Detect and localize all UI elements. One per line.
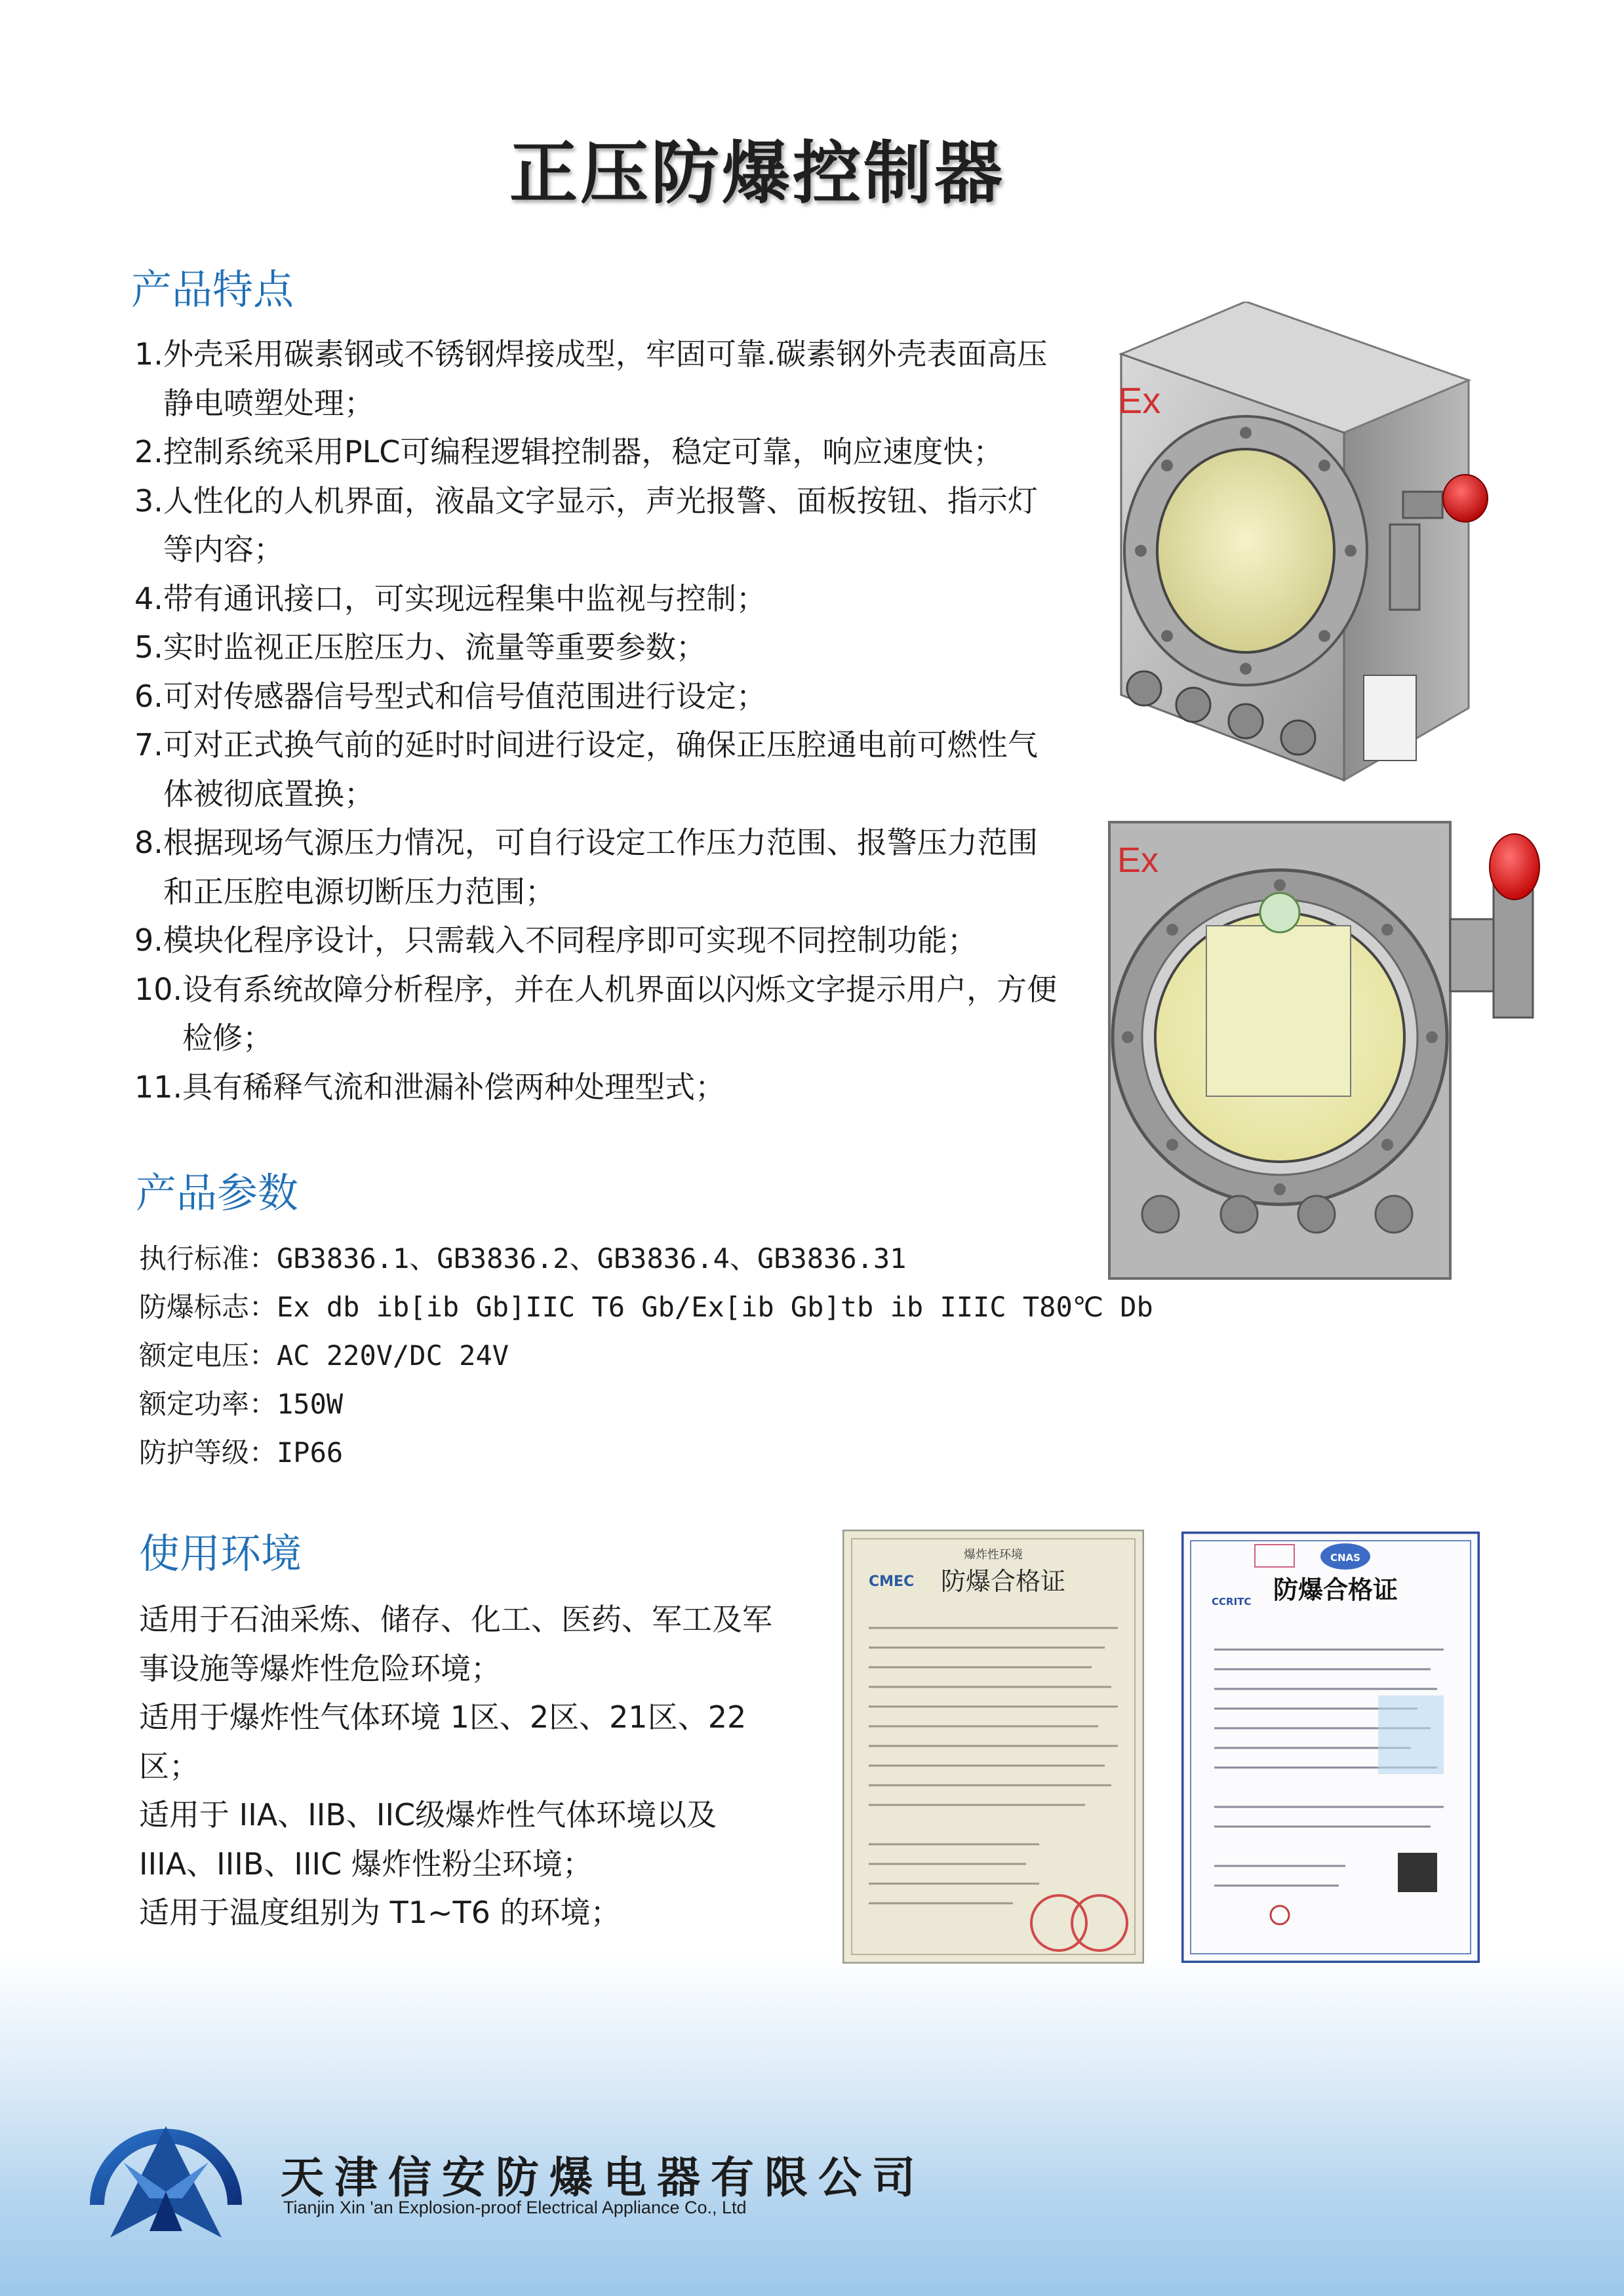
company-name-en: Tianjin Xin 'an Explosion-proof Electrical Appliance Co., Ltd	[283, 2198, 747, 2217]
feature-number: 3.	[134, 483, 163, 519]
feature-item	[134, 916, 1065, 965]
feature-number: 4.	[134, 580, 163, 616]
cert2-title: 防爆合格证	[1273, 1575, 1398, 1604]
feature-number: 11.	[134, 1069, 183, 1105]
product-isometric-image	[1082, 302, 1488, 793]
feature-item	[134, 965, 1065, 1063]
param-row	[139, 1429, 1153, 1477]
cert2-org: CCRITC	[1212, 1596, 1252, 1608]
feature-text: 带有通讯接口，可实现远程集中监视与控制；	[163, 580, 766, 616]
param-label: 额定电压：	[139, 1339, 277, 1372]
param-value: GB3836.1、GB3836.2、GB3836.4、GB3836.31	[277, 1242, 907, 1275]
param-label: 额定功率：	[139, 1388, 277, 1420]
environment-line: 适用于石油采炼、储存、化工、医药、军工及军事设施等爆炸性危险环境；	[139, 1602, 772, 1686]
feature-text: 人性化的人机界面，液晶文字显示，声光报警、面板按钮、指示灯等内容；	[163, 483, 1038, 567]
feature-text: 外壳采用碳素钢或不锈钢焊接成型，牢固可靠.碳素钢外壳表面高压静电喷塑处理；	[163, 336, 1048, 421]
features-list	[134, 330, 1065, 1111]
feature-number: 10.	[134, 971, 183, 1007]
feature-text: 模块化程序设计，只需载入不同程序即可实现不同控制功能；	[163, 922, 978, 958]
feature-item	[134, 574, 1065, 623]
feature-number: 6.	[134, 678, 163, 714]
feature-number: 7.	[134, 727, 163, 762]
feature-number: 2.	[134, 434, 163, 469]
param-value: AC 220V/DC 24V	[277, 1339, 509, 1372]
feature-number: 8.	[134, 825, 163, 860]
feature-item	[134, 330, 1065, 427]
features-heading: 产品特点	[131, 266, 294, 313]
cert2-badge: CNAS	[1330, 1552, 1360, 1564]
environment-list	[139, 1595, 795, 1937]
param-value: Ex db ib[ib Gb]IIC T6 Gb/Ex[ib Gb]tb ib IIIC T80℃ Db	[277, 1291, 1153, 1323]
environment-heading: 使用环境	[139, 1530, 302, 1577]
page-title: 正压防爆控制器	[509, 133, 1005, 213]
param-label: 防护等级：	[139, 1436, 277, 1469]
feature-text: 设有系统故障分析程序，并在人机界面以闪烁文字提示用户，方便检修；	[182, 971, 1058, 1056]
param-value: IP66	[277, 1436, 344, 1469]
feature-item	[134, 623, 1065, 672]
feature-number: 5.	[134, 629, 163, 665]
feature-item	[134, 427, 1065, 477]
feature-item	[134, 721, 1065, 818]
feature-item	[134, 477, 1065, 574]
ex-mark-1: Ex	[1118, 380, 1161, 421]
param-label: 执行标准：	[139, 1242, 277, 1275]
feature-text: 具有稀释气流和泄漏补偿两种处理型式；	[182, 1069, 726, 1105]
param-row	[139, 1235, 1153, 1283]
feature-text: 实时监视正压腔压力、流量等重要参数；	[163, 629, 706, 665]
company-name-cn: 天津信安防爆电器有限公司	[281, 2152, 926, 2203]
param-row	[139, 1380, 1153, 1429]
param-row	[139, 1332, 1153, 1380]
params-list	[139, 1235, 1153, 1477]
feature-number: 9.	[134, 922, 163, 958]
cert1-org: CMEC	[869, 1574, 915, 1590]
feature-text: 根据现场气源压力情况，可自行设定工作压力范围、报警压力范围和正压腔电源切断压力范围；	[163, 825, 1038, 909]
param-row	[139, 1283, 1153, 1332]
environment-line: 适用于温度组别为 T1~T6 的环境；	[139, 1895, 621, 1930]
feature-item	[134, 672, 1065, 721]
feature-text: 可对正式换气前的延时时间进行设定，确保正压腔通电前可燃性气体被彻底置换；	[163, 727, 1038, 812]
environment-line: 适用于 IIA、IIB、IIC级爆炸性气体环境以及 IIIA、IIIB、IIIC 爆炸性粉尘环境；	[139, 1797, 717, 1882]
feature-item	[134, 1063, 1065, 1112]
param-value: 150W	[277, 1388, 344, 1420]
company-logo	[84, 2100, 248, 2244]
params-heading: 产品参数	[136, 1169, 299, 1217]
certificate-ccritc-image	[1181, 1532, 1480, 1963]
feature-text: 控制系统采用PLC可编程逻辑控制器，稳定可靠，响应速度快；	[163, 434, 1004, 469]
ex-mark-2: Ex	[1117, 841, 1159, 880]
environment-line: 适用于爆炸性气体环境 1区、2区、21区、22区；	[139, 1699, 747, 1784]
cert1-title: 防爆合格证	[941, 1567, 1066, 1596]
cert1-header: 爆炸性环境	[964, 1548, 1023, 1562]
feature-item	[134, 818, 1065, 916]
feature-number: 1.	[134, 336, 163, 372]
certificate-cmec-image	[842, 1530, 1144, 1964]
param-label: 防爆标志：	[139, 1291, 277, 1323]
product-front-image	[1108, 821, 1554, 1280]
feature-text: 可对传感器信号型式和信号值范围进行设定；	[163, 678, 766, 714]
